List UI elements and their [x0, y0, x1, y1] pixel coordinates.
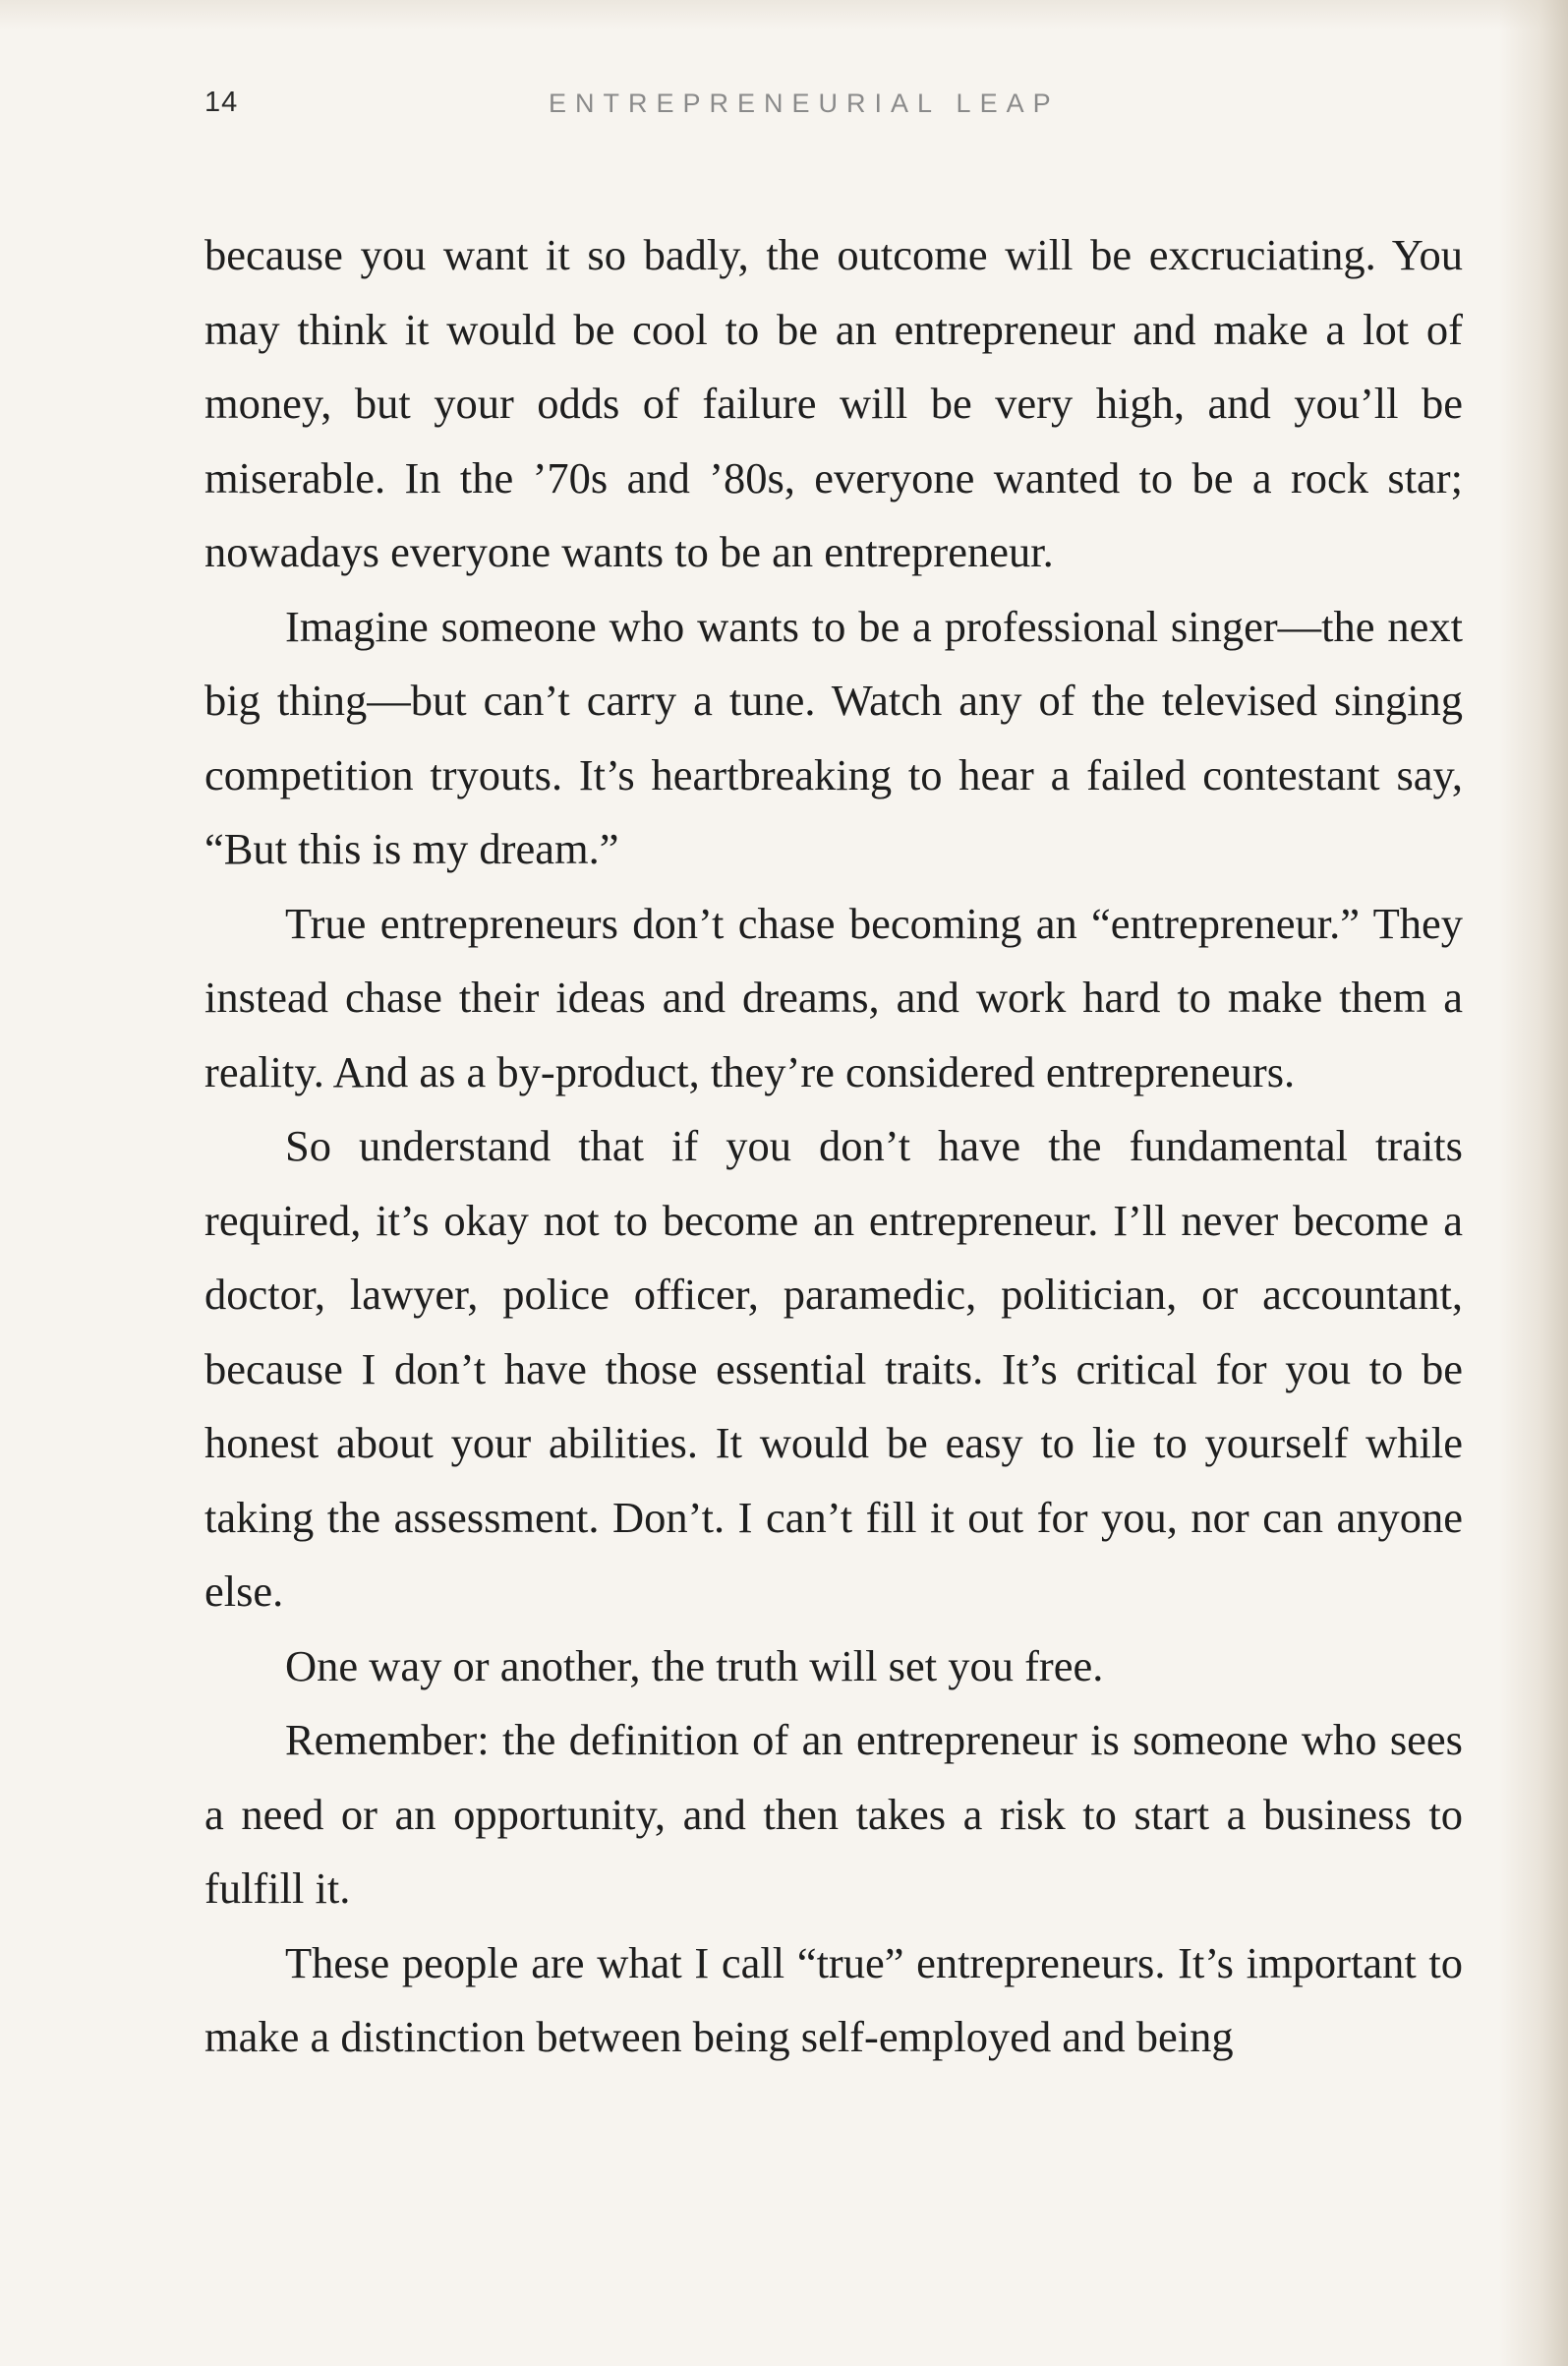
paragraph: One way or another, the truth will set you free.	[285, 1640, 1104, 1690]
paragraph-continued: because you want it so badly, the outcome will be excruciating. You may think it would be cool to be an entrepreneur and make a lot of money, but your odds of failure will be very high, and you’ll be miserable. In the ’70s and ’80s, everyone wanted to be a rock star; nowadays everyone wants to be an entrepreneur.	[204, 230, 1463, 576]
running-head: ENTREPRENEURIAL LEAP	[549, 89, 1060, 118]
body-text	[204, 218, 1463, 2075]
page-top-shadow	[0, 0, 1568, 30]
paragraph: True entrepreneurs don’t chase becoming an “entrepreneur.” They instead chase their ideas and dreams, and work hard to make them a reality. And as a by-product, they’re considered entrepreneurs.	[204, 898, 1463, 1096]
paragraph: So understand that if you don’t have the fundamental traits required, it’s okay not to become an entrepreneur. I’ll never become a doctor, lawyer, police officer, paramedic, politician, or accountant, because I don’t have those essential traits. It’s critical for you to be honest about your abilities. It would be easy to lie to yourself while taking the assessment. Don’t. I can’t fill it out for you, nor can anyone else.	[204, 1121, 1463, 1616]
page-header	[0, 87, 1568, 130]
paragraph: These people are what I call “true” entrepreneurs. It’s important to make a distinction between being self-employed and being	[204, 1937, 1463, 2061]
page-number: 14	[204, 87, 239, 118]
paragraph: Remember: the definition of an entrepreneur is someone who sees a need or an opportunity, and then takes a risk to start a business to fulfill it.	[204, 1715, 1463, 1913]
page-spine-shadow	[1499, 0, 1568, 2366]
paragraph: Imagine someone who wants to be a professional singer—the next big thing—but can’t carry a tune. Watch any of the televised singing competition tryouts. It’s heartbreaking to hear a failed contestant say, “But this is my dream.”	[204, 601, 1463, 873]
